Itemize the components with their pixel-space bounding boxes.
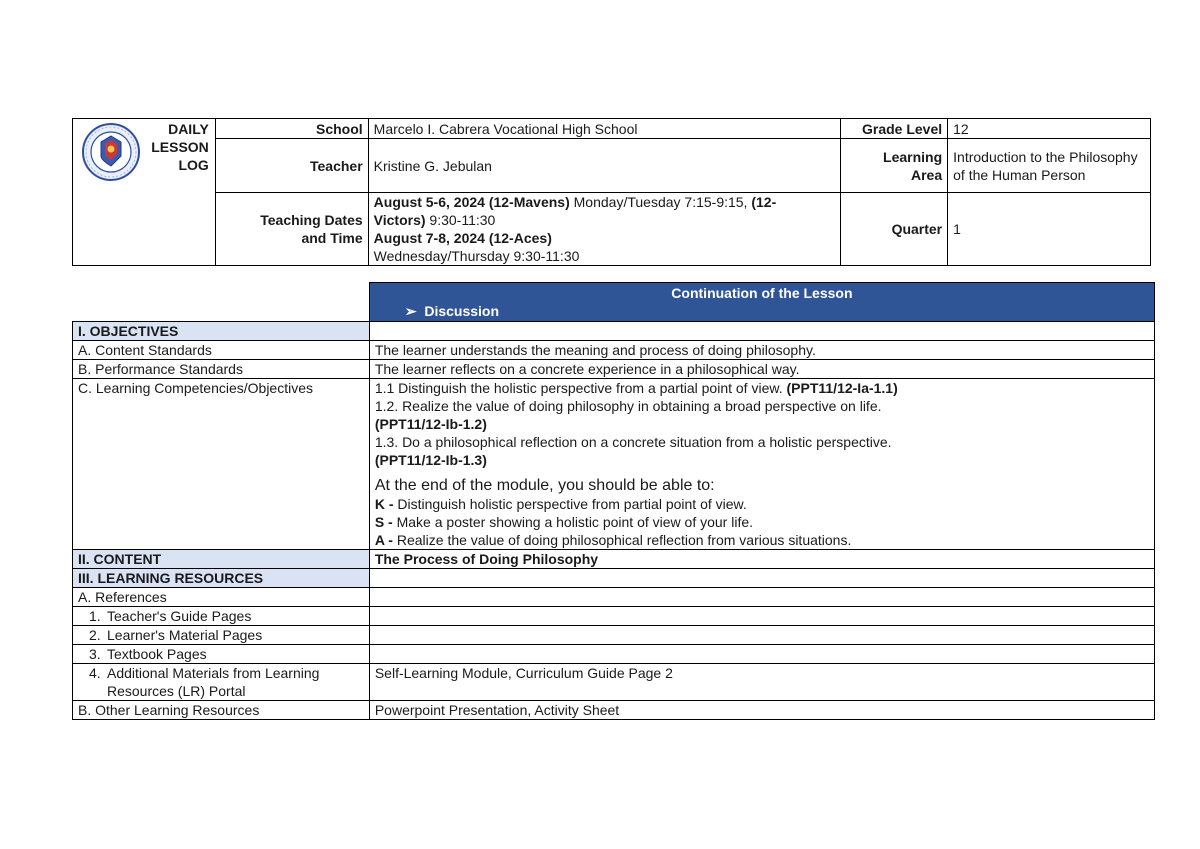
discussion-label: Discussion bbox=[424, 303, 500, 319]
content-section: II. CONTENT bbox=[73, 550, 370, 569]
grade-level-label: Grade Level bbox=[841, 119, 948, 139]
teacher-label: Teacher bbox=[215, 139, 368, 193]
learners-material-value bbox=[369, 626, 1154, 645]
textbook-pages-label: 3. Textbook Pages bbox=[73, 645, 370, 664]
quarter-label: Quarter bbox=[841, 193, 948, 266]
header-table bbox=[72, 118, 1151, 266]
teacher-value: Kristine G. Jebulan bbox=[368, 139, 841, 193]
learning-area-value: Introduction to the Philosophy of the Human Person bbox=[948, 139, 1151, 193]
lesson-table bbox=[72, 282, 1155, 720]
references-label: A. References bbox=[73, 588, 370, 607]
other-resources-value: Powerpoint Presentation, Activity Sheet bbox=[369, 701, 1154, 720]
teaching-dates-value: August 5-6, 2024 (12-Mavens) Monday/Tuesday 7:15-9:15, (12- Victors) 9:30-11:30 August 7-8, 2024 (12-Aces) Wednesday/Thursday 9:30-11:30 bbox=[368, 193, 841, 266]
teachers-guide-value bbox=[369, 607, 1154, 626]
textbook-pages-value bbox=[369, 645, 1154, 664]
competencies-label: C. Learning Competencies/Objectives bbox=[73, 379, 370, 550]
objectives-section: I. OBJECTIVES bbox=[73, 322, 370, 341]
performance-standards-value: The learner reflects on a concrete experience in a philosophical way. bbox=[369, 360, 1154, 379]
learning-area-label: Learning Area bbox=[841, 139, 948, 193]
arrow-bullet-icon: ➢ bbox=[404, 303, 417, 319]
content-standards-value: The learner understands the meaning and process of doing philosophy. bbox=[369, 341, 1154, 360]
teachers-guide-label: 1. Teacher's Guide Pages bbox=[73, 607, 370, 626]
logo-cell bbox=[73, 119, 216, 266]
learning-resources-section: III. LEARNING RESOURCES bbox=[73, 569, 370, 588]
deped-seal-icon bbox=[81, 122, 141, 182]
competencies-value: 1.1 Distinguish the holistic perspective from a partial point of view. (PPT11/12-Ia-1.1) 1.2. Realize the value of doing philosophy in obtaining a broad perspective on life. (PPT11/12-Ib-1.2) 1.3. Do a philosophical reflection on a concrete situation from a holistic perspective. (PPT11/12-Ib-1.3) At the end of the module, you should be able to: K - Distinguish holistic perspective from partial point of view. S - Make a poster showing a holistic point of view of your life. A - Realize the value of doing philosophical reflection from various situations. bbox=[369, 379, 1154, 550]
content-standards-label: A. Content Standards bbox=[73, 341, 370, 360]
teaching-dates-label: Teaching Dates and Time bbox=[215, 193, 368, 266]
blank-cell bbox=[73, 283, 370, 322]
quarter-value: 1 bbox=[948, 193, 1151, 266]
additional-materials-label: 4. Additional Materials from Learning Resources (LR) Portal bbox=[73, 664, 370, 701]
grade-level-value: 12 bbox=[948, 119, 1151, 139]
content-value: The Process of Doing Philosophy bbox=[369, 550, 1154, 569]
performance-standards-label: B. Performance Standards bbox=[73, 360, 370, 379]
lesson-heading: Continuation of the Lesson ➢ Discussion bbox=[369, 283, 1154, 322]
additional-materials-value: Self-Learning Module, Curriculum Guide Page 2 bbox=[369, 664, 1154, 701]
other-resources-label: B. Other Learning Resources bbox=[73, 701, 370, 720]
school-value: Marcelo I. Cabrera Vocational High School bbox=[368, 119, 841, 139]
school-label: School bbox=[215, 119, 368, 139]
learners-material-label: 2. Learner's Material Pages bbox=[73, 626, 370, 645]
daily-lesson-log-title: DAILY LESSON LOG bbox=[151, 121, 209, 173]
